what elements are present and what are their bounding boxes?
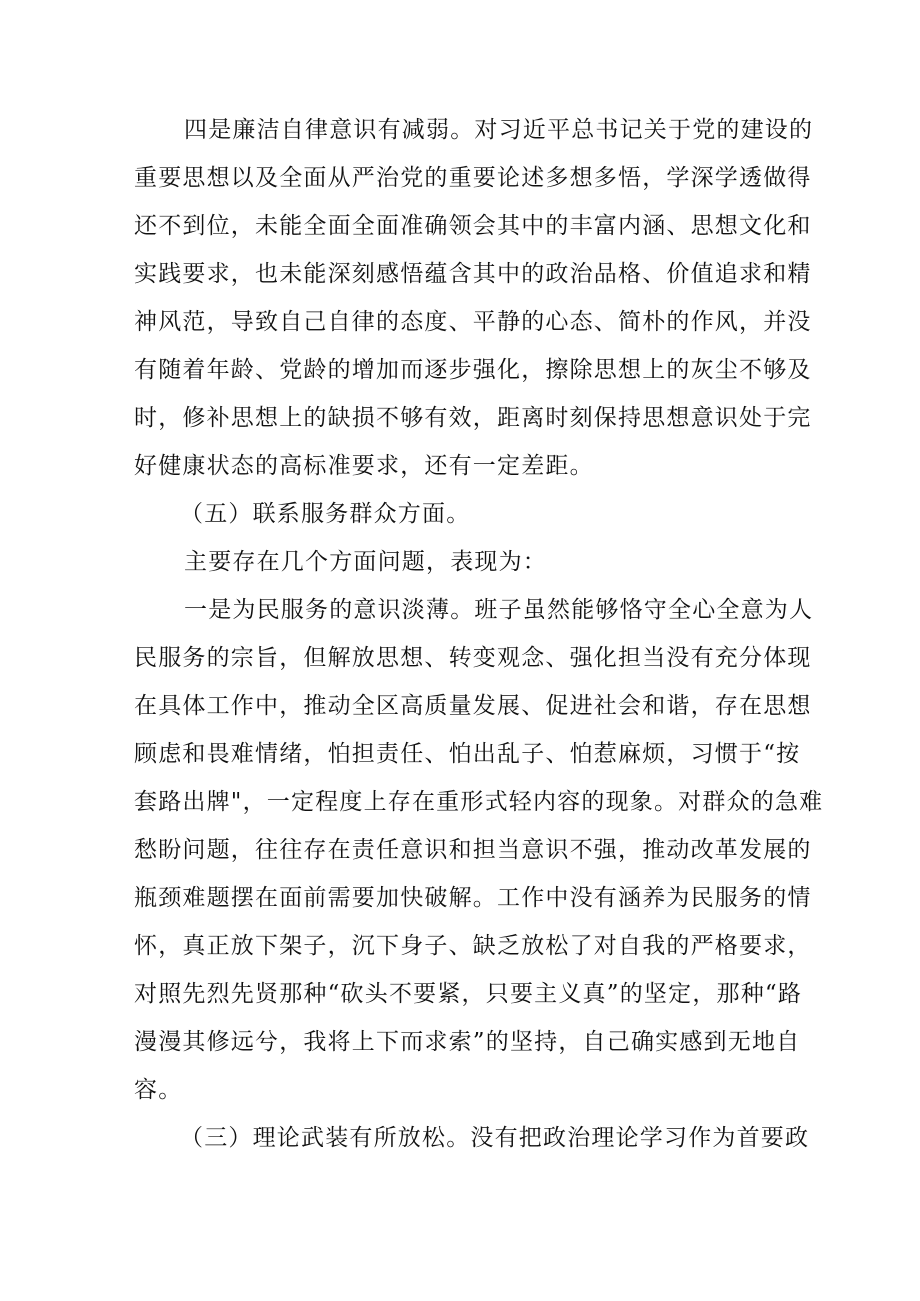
paragraph-line: 实践要求，也未能深刻感悟蕴含其中的政治品格、价值追求和精 xyxy=(134,261,812,287)
paragraph-line: 瓶颈难题摆在面前需要加快破解。工作中没有涵养为民服务的情 xyxy=(134,885,812,911)
paragraph-line: 民服务的宗旨，但解放思想、转变观念、强化担当没有充分体现 xyxy=(134,645,812,671)
paragraph-line: 容。 xyxy=(134,1077,183,1103)
paragraph-line: 漫漫其修远兮，我将上下而求索”的坚持，自己确实感到无地自 xyxy=(134,1029,801,1055)
paragraph-line: 好健康状态的高标准要求，还有一定差距。 xyxy=(134,453,594,479)
paragraph-line: 愁盼问题，往往存在责任意识和担当意识不强，推动改革发展的 xyxy=(134,837,812,863)
section-heading: （五）联系服务群众方面。 xyxy=(180,501,471,527)
paragraph-line: 神风范，导致自己自律的态度、平静的心态、简朴的作风，并没 xyxy=(134,309,812,335)
paragraph-line: 有随着年龄、党龄的增加而逐步强化，擦除思想上的灰尘不够及 xyxy=(134,357,812,383)
paragraph-line: 顾虑和畏难情绪，怕担责任、怕出乱子、怕惹麻烦，习惯于“按 xyxy=(134,741,801,767)
paragraph-line: 时，修补思想上的缺损不够有效，距离时刻保持思想意识处于完 xyxy=(134,405,812,431)
paragraph-line: 怀，真正放下架子，沉下身子、缺乏放松了对自我的严格要求， xyxy=(134,933,812,959)
paragraph-line: 一是为民服务的意识淡薄。班子虽然能够恪守全心全意为人 xyxy=(184,597,814,623)
paragraph-line: 四是廉洁自律意识有减弱。对习近平总书记关于党的建设的 xyxy=(184,117,814,143)
paragraph-line: 在具体工作中，推动全区高质量发展、促进社会和谐，存在思想 xyxy=(134,693,812,719)
section-heading: （三）理论武装有所放松。没有把政治理论学习作为首要政 xyxy=(180,1125,810,1151)
paragraph-line: 对照先烈先贤那种“砍头不要紧，只要主义真”的坚定，那种“路 xyxy=(134,981,803,1007)
paragraph-line: 重要思想以及全面从严治党的重要论述多想多悟，学深学透做得 xyxy=(134,165,812,191)
paragraph-line: 主要存在几个方面问题，表现为： xyxy=(184,549,547,575)
paragraph-line: 还不到位，未能全面全面准确领会其中的丰富内涵、思想文化和 xyxy=(134,213,812,239)
paragraph-line: 套路出牌"，一定程度上存在重形式轻内容的现象。对群众的急难 xyxy=(134,789,824,815)
